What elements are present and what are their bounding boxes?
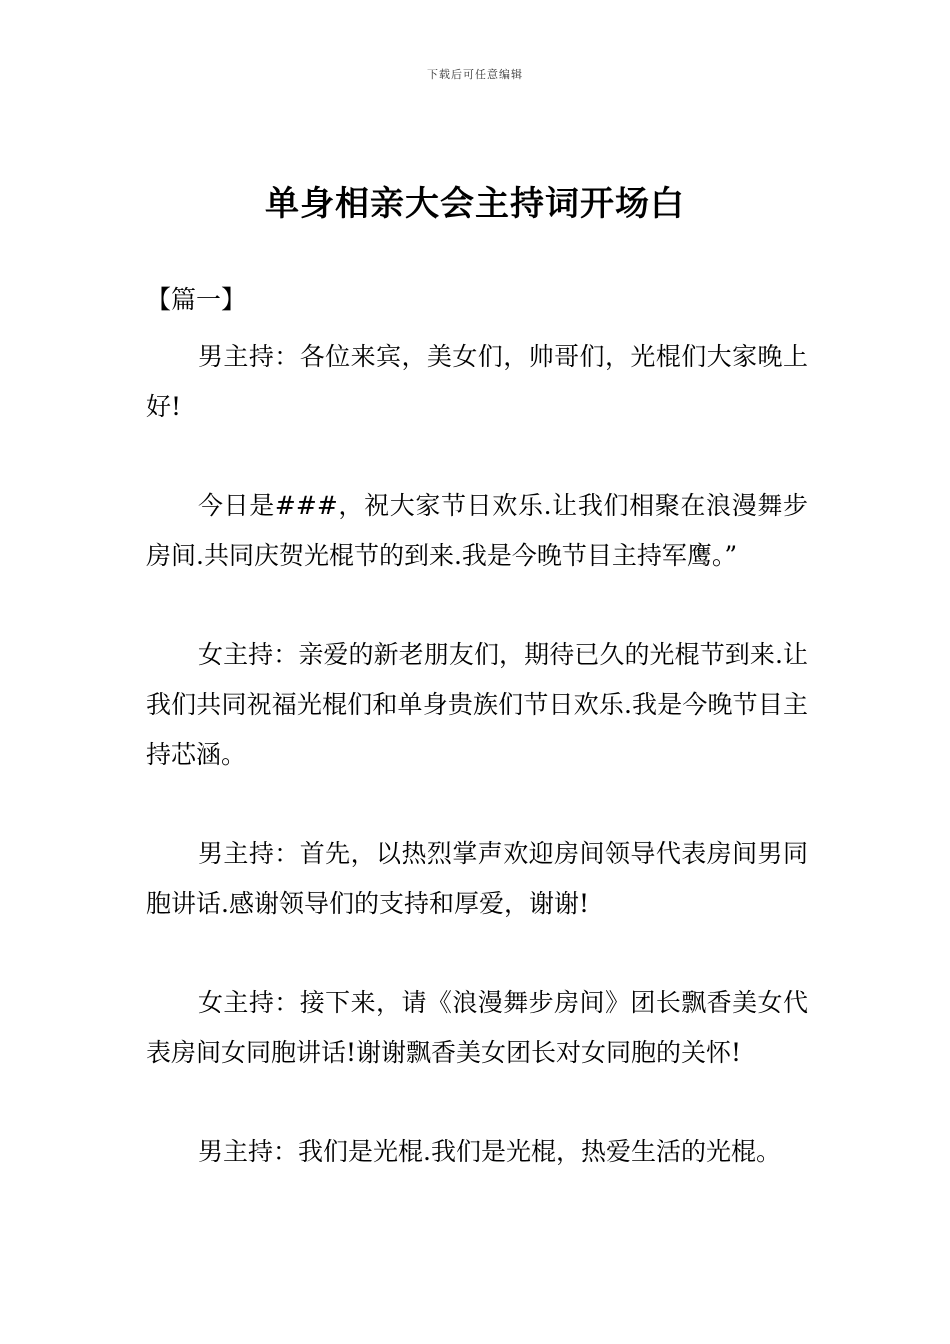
paragraph-2: 今日是###，祝大家节日欢乐.让我们相聚在浪漫舞步房间.共同庆贺光棍节的到来.我是今晚节目主持军鹰。” [146,491,808,570]
paragraph-6: 男主持：我们是光棍.我们是光棍，热爱生活的光棍。 [198,1137,781,1166]
paragraph-3: 女主持：亲爱的新老朋友们，期待已久的光棍节到来.让我们共同祝福光棍们和单身贵族们节日欢乐.我是今晚节目主持芯涵。 [146,640,808,769]
document-body [146,282,808,1226]
paragraph-1: 男主持：各位来宾，美女们，帅哥们，光棍们大家晚上好! [146,342,808,421]
document-title: 单身相亲大会主持词开场白 [265,184,685,224]
section-heading: 【篇一】 [146,285,247,314]
header-note: 下载后可任意编辑 [427,68,523,81]
paragraph-4: 男主持：首先，以热烈掌声欢迎房间领导代表房间男同胞讲话.感谢领导们的支持和厚爱，谢谢! [146,839,808,918]
paragraph-5: 女主持：接下来，请《浪漫舞步房间》团长飘香美女代表房间女同胞讲话!谢谢飘香美女团长对女同胞的关怀! [146,988,808,1067]
